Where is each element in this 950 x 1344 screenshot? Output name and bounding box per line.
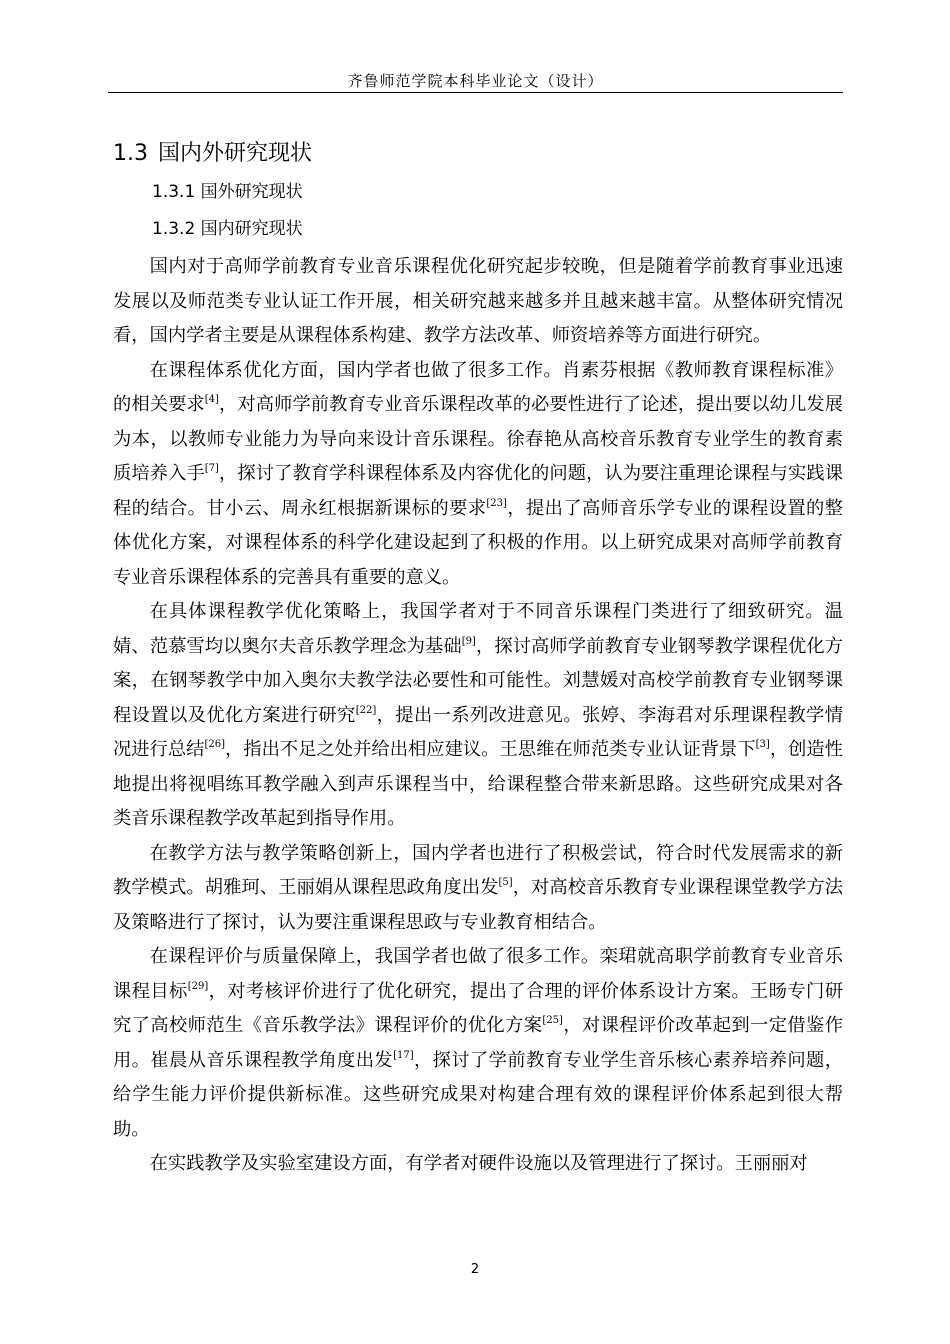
subsection-title: 国外研究现状 bbox=[200, 182, 303, 202]
citation: [9] bbox=[461, 635, 476, 647]
subsection-title: 国内研究现状 bbox=[200, 219, 303, 239]
citation: [17] bbox=[393, 1049, 414, 1061]
citation: [3] bbox=[755, 739, 770, 750]
paragraph-text: 在课程体系优化方面，国内学者也做了很多工作。肖素芬根据《教师教育课程标准》的相关要求 bbox=[113, 359, 843, 415]
citation: [25] bbox=[542, 1015, 563, 1026]
paragraph-text: ，探讨了教育学科课程体系及内容优化的问题，认为要注重理论课程与实践课程的结合。甘小云、周永红根据新课标的要求 bbox=[113, 463, 844, 519]
page-number: 2 bbox=[470, 1262, 480, 1277]
paragraph bbox=[113, 1147, 843, 1182]
citation: [22] bbox=[355, 704, 377, 716]
paragraph bbox=[113, 837, 843, 941]
citation: [26] bbox=[204, 739, 226, 750]
paragraph-text: ，提出了高师音乐学专业的课程设置的整体优化方案，对课程体系的科学化建设起到了积极的作用。以上研究成果对高师学前教育专业音乐课程体系的完善具有重要的意义。 bbox=[113, 497, 844, 588]
paragraph-text: ，指出不足之处并给出相应建议。王思维在师范类专业认证背景下 bbox=[225, 739, 756, 760]
paragraph-text: ，探讨了学前教育专业学生音乐核心素养培养问题，给学生能力评价提供新标准。这些研究成果对构建合理有效的课程评价体系起到很大帮助。 bbox=[113, 1049, 844, 1140]
subsection-heading bbox=[152, 214, 303, 239]
paragraph-text: ，对高师学前教育专业音乐课程改革的必要性进行了论述，提出要以幼儿发展为本，以教师专业能力为导向来设计音乐课程。徐春艳从高校音乐教育专业学生的教育素质培养入手 bbox=[113, 394, 844, 484]
citation: [7] bbox=[204, 463, 219, 474]
paragraph bbox=[113, 354, 843, 596]
subsection-number: 1.3.2 bbox=[152, 219, 196, 239]
paragraph bbox=[113, 250, 843, 354]
subsection-number: 1.3.1 bbox=[152, 182, 196, 202]
citation: [4] bbox=[204, 394, 219, 405]
section-title: 国内外研究现状 bbox=[158, 141, 313, 166]
paragraph-text: 在实践教学及实验室建设方面，有学者对硬件设施以及管理进行了探讨。王丽丽对 bbox=[149, 1153, 808, 1174]
paragraph-text: 在教学方法与教学策略创新上，国内学者也进行了积极尝试，符合时代发展需求的新教学模式。胡雅珂、王丽娟从课程思政角度出发 bbox=[113, 842, 843, 898]
paragraph bbox=[113, 940, 843, 1147]
citation: [5] bbox=[498, 877, 513, 888]
body-text bbox=[113, 250, 843, 1182]
paragraph-text: 在课程评价与质量保障上，我国学者也做了很多工作。栾珺就高职学前教育专业音乐课程目标 bbox=[113, 946, 843, 1002]
paragraph-text: 在具体课程教学优化策略上，我国学者对于不同音乐课程门类进行了细致研究。温婧、范慕雪均以奥尔夫音乐教学理念为基础 bbox=[113, 601, 843, 657]
citation: [23] bbox=[486, 497, 507, 509]
paragraph bbox=[113, 595, 843, 837]
page-header: 齐鲁师范学院本科毕业论文（设计） bbox=[347, 72, 604, 90]
paragraph-text: ，提出一系列改进意见。张婷、李海君对乐理课程教学情况进行总结 bbox=[113, 704, 844, 760]
header-rule bbox=[108, 92, 843, 93]
section-heading bbox=[113, 136, 312, 167]
paragraph-text: ，探讨高师学前教育专业钢琴教学课程优化方案，在钢琴教学中加入奥尔夫教学法必要性和可能性。刘慧媛对高校学前教育专业钢琴课程设置以及优化方案进行研究 bbox=[113, 635, 844, 726]
subsection-heading bbox=[152, 177, 303, 202]
paragraph-text: ，对考核评价进行了优化研究，提出了合理的评价体系设计方案。王旸专门研究了高校师范生《音乐教学法》课程评价的优化方案 bbox=[113, 980, 844, 1036]
paragraph-text: ，对课程评价改革起到一定借鉴作用。崔晨从音乐课程教学角度出发 bbox=[113, 1015, 844, 1071]
citation: [29] bbox=[187, 980, 209, 992]
paragraph-text: ，创造性地提出将视唱练耳教学融入到声乐课程当中，给课程整合带来新思路。这些研究成果对各类音乐课程教学改革起到指导作用。 bbox=[113, 739, 843, 829]
paragraph-text: 国内对于高师学前教育专业音乐课程优化研究起步较晚，但是随着学前教育事业迅速发展以及师范类专业认证工作开展，相关研究越来越多并且越来越丰富。从整体研究情况看，国内学者主要是从课程体系构建、教学方法改革、师资培养等方面进行研究。 bbox=[113, 256, 843, 346]
paragraph-text: ，对高校音乐教育专业课程课堂教学方法及策略进行了探讨，认为要注重课程思政与专业教育相结合。 bbox=[113, 877, 844, 933]
section-number: 1.3 bbox=[113, 141, 148, 166]
